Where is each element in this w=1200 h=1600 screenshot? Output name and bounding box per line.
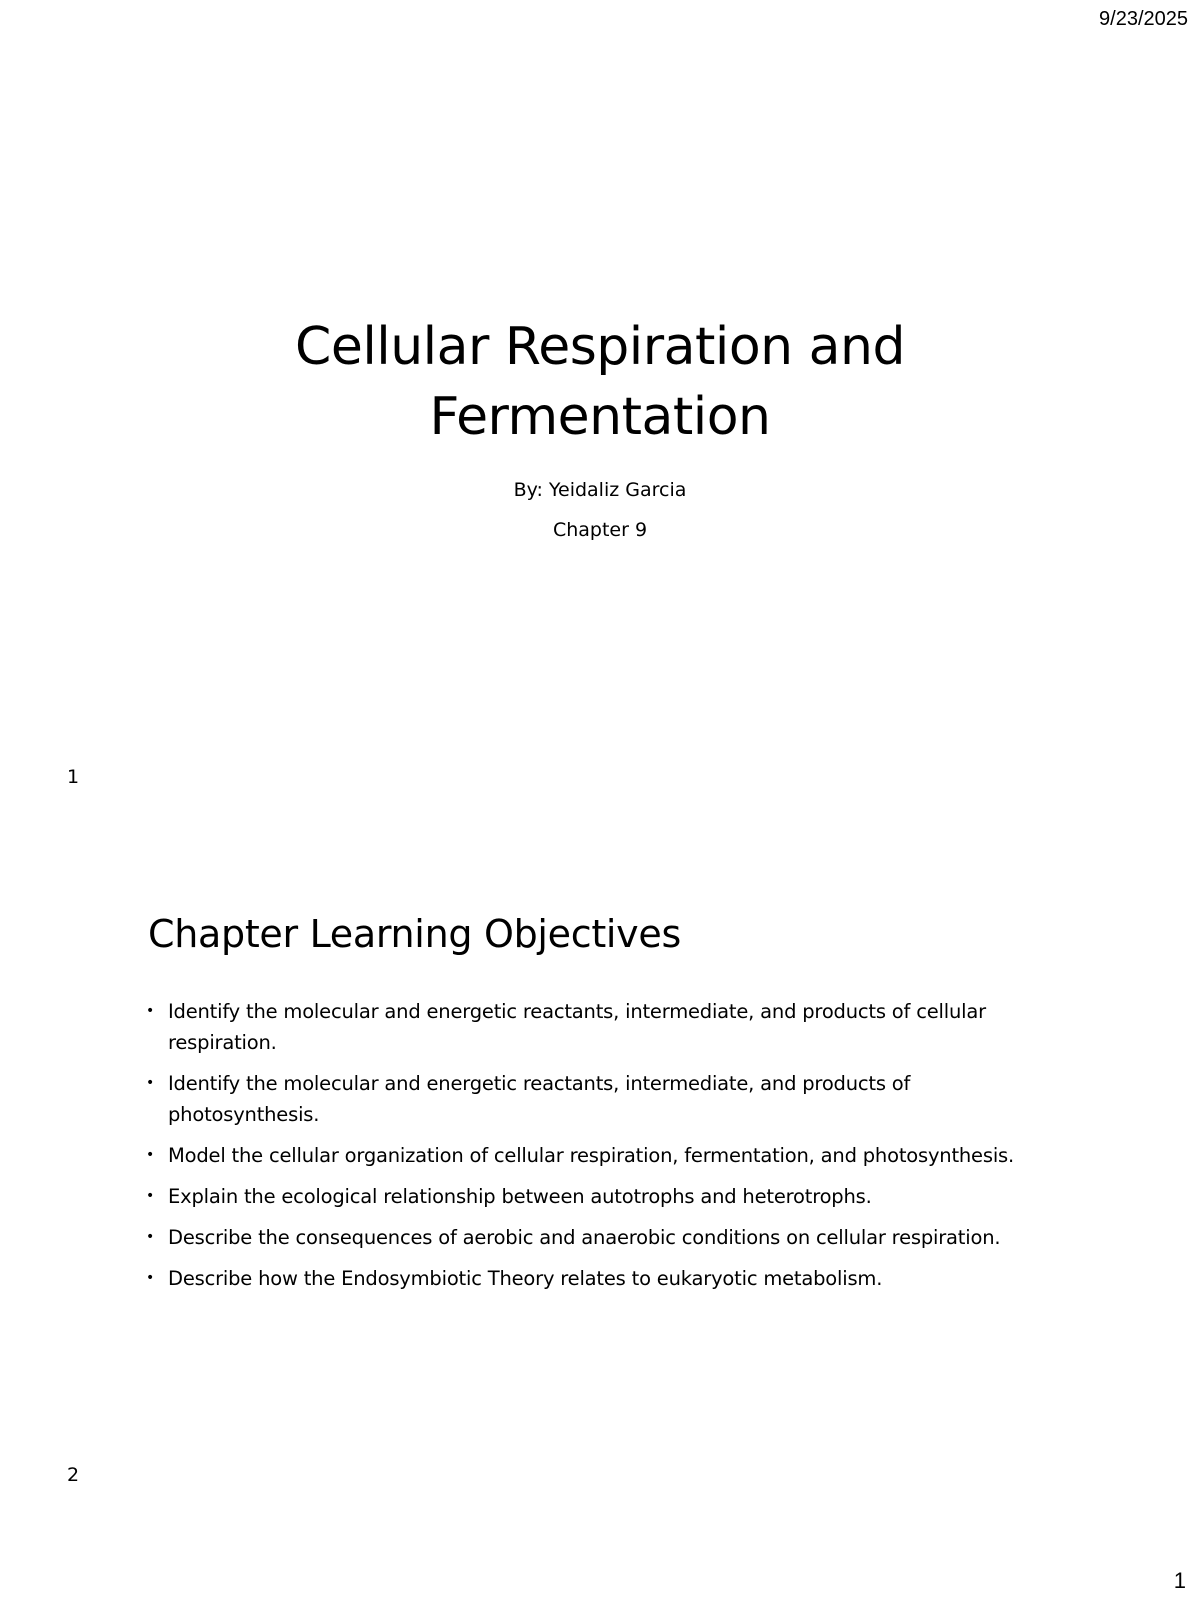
objectives-list (146, 996, 1046, 1304)
author-line: By: Yeidaliz Garcia (513, 479, 687, 501)
presentation-title: Cellular Respiration and Fermentation (295, 317, 905, 447)
slide-number: 1 (67, 766, 80, 788)
objective-text: Model the cellular organization of cellular respiration, fermentation, and photosynthesis. (168, 1144, 1014, 1167)
bullet-icon: • (146, 1229, 155, 1245)
objective-text: Explain the ecological relationship between autotrophs and heterotrophs. (168, 1185, 872, 1208)
bullet-icon: • (146, 1075, 155, 1091)
list-item (146, 1181, 1046, 1212)
title-block (0, 312, 1200, 550)
print-date: 9/23/2025 (1099, 8, 1188, 30)
objective-text: Describe how the Endosymbiotic Theory relates to eukaryotic metabolism. (168, 1267, 883, 1290)
objective-text: Identify the molecular and energetic reactants, intermediate, and products of cellular respiration. (168, 1000, 986, 1054)
list-item (146, 996, 1046, 1058)
list-item (146, 1140, 1046, 1171)
chapter-line: Chapter 9 (552, 519, 648, 541)
slide-2 (0, 800, 1200, 1560)
bullet-icon: • (146, 1270, 155, 1286)
bullet-icon: • (146, 1147, 155, 1163)
page-number: 1 (1173, 1568, 1186, 1593)
slide-number: 2 (67, 1464, 80, 1486)
objective-text: Describe the consequences of aerobic and anaerobic conditions on cellular respiration. (168, 1226, 1001, 1249)
list-item (146, 1222, 1046, 1253)
bullet-icon: • (146, 1003, 155, 1019)
bullet-icon: • (146, 1188, 155, 1204)
objective-text: Identify the molecular and energetic reactants, intermediate, and products of photosynthesis. (168, 1072, 911, 1126)
list-item (146, 1068, 1046, 1130)
slide-title: Chapter Learning Objectives (148, 912, 681, 956)
list-item (146, 1263, 1046, 1294)
